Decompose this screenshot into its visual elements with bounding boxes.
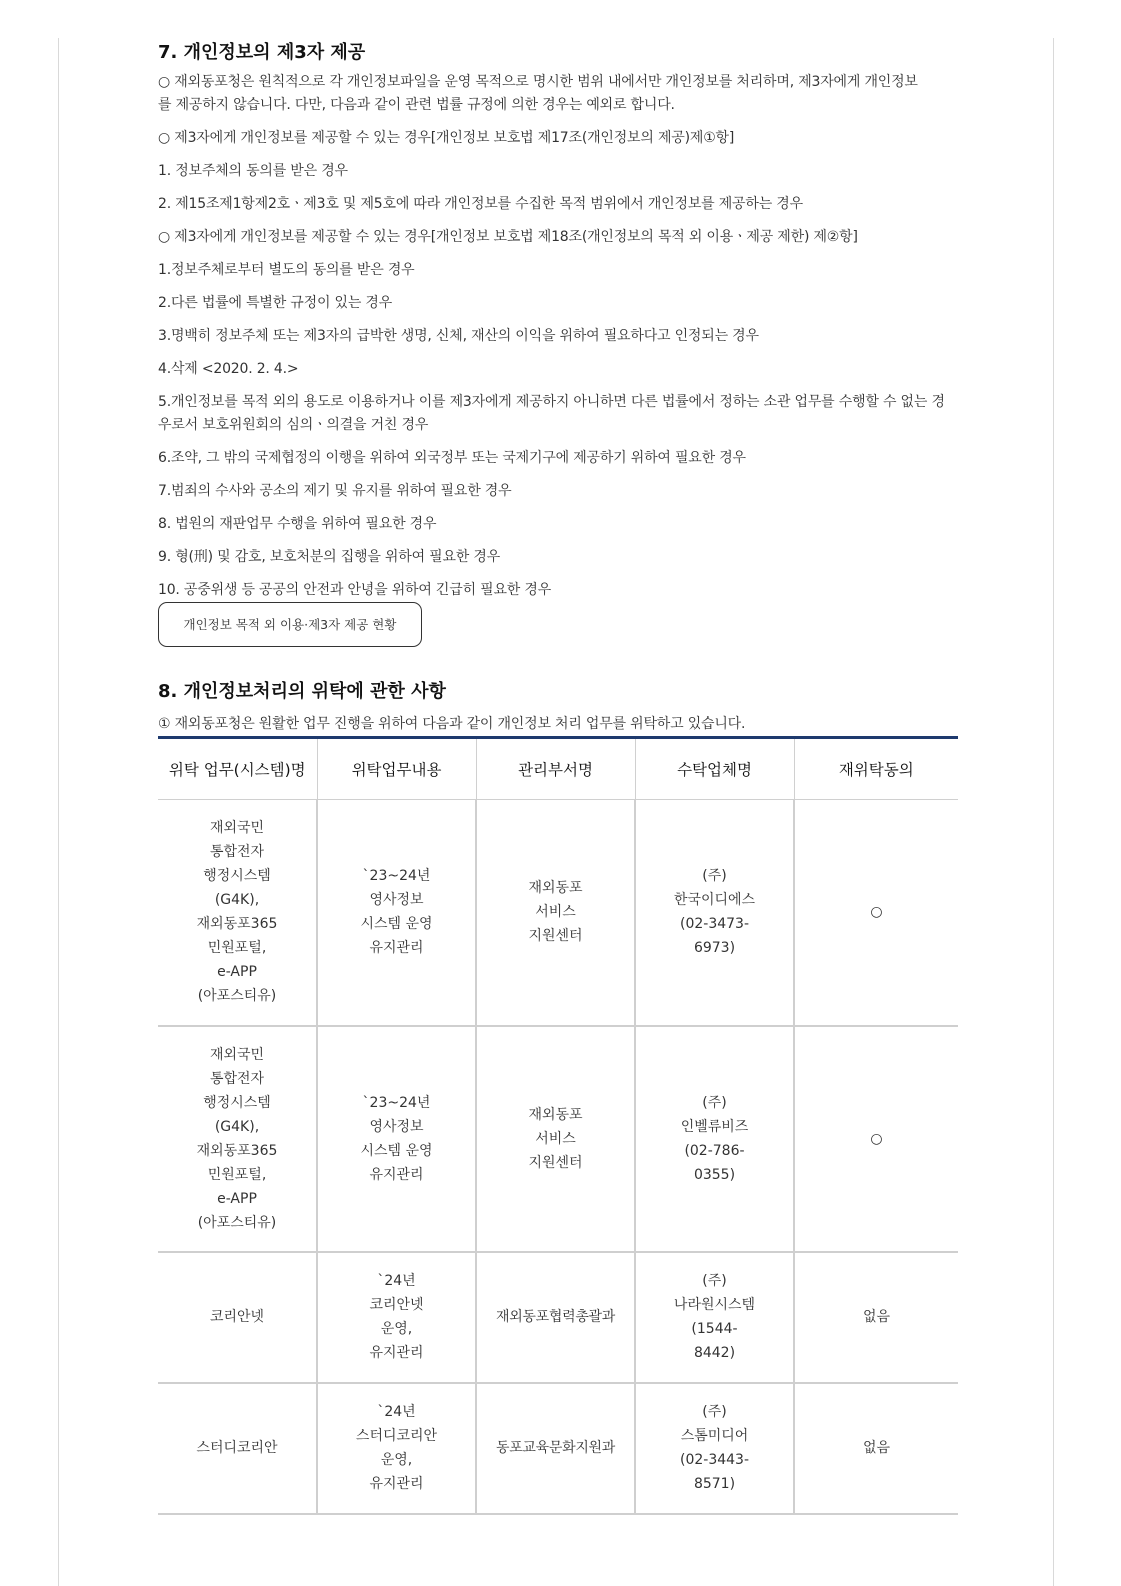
cell-system [158,1026,317,1252]
cell-vendor-text: (주) 인벨류비즈 (02-786- 0355) [680,1094,749,1183]
case18-heading: ○ 제3자에게 개인정보를 제공할 수 있는 경우[개인정보 보호법 제18조(개인정보의 목적 외 이용ㆍ제공 제한) 제②항] [158,229,858,245]
section7-title: 7. 개인정보의 제3자 제공 [158,42,366,63]
cell-content [317,800,476,1026]
case17-item-2: 2. 제15조제1항제2호ㆍ제3호 및 제5호에 따라 개인정보를 수집한 목적 범위에서 개인정보를 제공하는 경우 [158,196,803,212]
cell-consent [794,1252,958,1383]
cell-system [158,1252,317,1383]
cell-vendor-text: (주) 나라원시스템 (1544- 8442) [673,1273,756,1361]
cell-consent-text: ○ [870,1130,883,1147]
cell-content-text: `23~24년 영사정보 시스템 운영 유지관리 [360,868,433,957]
case18-item-10: 10. 공중위생 등 공공의 안전과 안녕을 위하여 긴급히 필요한 경우 [158,582,552,598]
cell-content [317,1026,476,1252]
header-vendor: 수탁업체명 [635,738,794,800]
case18-item-6: 6.조약, 그 밖의 국제협정의 이행을 위하여 외국정부 또는 국제기구에 제공하기 위하여 필요한 경우 [158,450,746,466]
cell-vendor [635,1383,794,1514]
cell-vendor-text: (주) 스톰미디어 (02-3443- 8571) [679,1404,749,1492]
case18-item-9: 9. 형(刑) 및 감호, 보호처분의 집행을 위하여 필요한 경우 [158,549,501,565]
cell-dept-text: 재외동포 서비스 지원센터 [528,1106,583,1171]
right-border-line [1053,38,1054,1586]
header-dept: 관리부서명 [476,738,635,800]
cell-content-text: `24년 코리안넷 운영, 유지관리 [369,1273,424,1361]
table-row [158,1383,958,1514]
cell-consent [794,1383,958,1514]
table-row [158,1026,958,1252]
case18-item-1: 1.정보주체로부터 별도의 동의를 받은 경우 [158,262,415,278]
cell-content [317,1252,476,1383]
cell-content-text: `23~24년 영사정보 시스템 운영 유지관리 [360,1094,433,1183]
cell-consent [794,1026,958,1252]
cell-consent-text: ○ [870,904,883,921]
case18-item-5: 5.개인정보를 목적 외의 용도로 이용하거나 이를 제3자에게 제공하지 아니하면 다른 법률에서 정하는 소관 업무를 수행할 수 없는 경우로서 보호위원회의 심의ㆍ의결을 거친 경우 [158,394,945,433]
cell-vendor [635,1252,794,1383]
policy-content [158,40,958,1515]
case18-item-4: 4.삭제 <2020. 2. 4.> [158,361,299,377]
cell-dept [476,800,635,1026]
cell-dept [476,1026,635,1252]
cell-vendor [635,1026,794,1252]
cell-dept-text: 동포교육문화지원과 [495,1440,615,1456]
case17-heading: ○ 제3자에게 개인정보를 제공할 수 있는 경우[개인정보 보호법 제17조(개인정보의 제공)제①항] [158,130,735,146]
cell-dept [476,1252,635,1383]
section7-intro: ○ 재외동포청은 원칙적으로 각 개인정보파일을 운영 목적으로 명시한 범위 내에서만 개인정보를 처리하며, 제3자에게 개인정보를 제공하지 않습니다. 다만, 다음과 같이 관련 법률 규정에 의한 경우는 예외로 합니다. [158,74,918,113]
case18-item-7: 7.범죄의 수사와 공소의 제기 및 유지를 위하여 필요한 경우 [158,483,512,499]
cell-system-text: 재외국민 통합전자 행정시스템 (G4K), 재외동포365 민원포털, e-APP (아포스티유) [196,1046,278,1231]
cell-system [158,1383,317,1514]
case18-item-2: 2.다른 법률에 특별한 규정이 있는 경우 [158,295,393,311]
table-header-row [158,738,958,800]
cell-content [317,1383,476,1514]
case18-item-3: 3.명백히 정보주체 또는 제3자의 급박한 생명, 신체, 재산의 이익을 위하여 필요하다고 인정되는 경우 [158,328,759,344]
cell-system [158,800,317,1026]
table-row [158,1252,958,1383]
cell-consent [794,800,958,1026]
table-row [158,800,958,1026]
header-system: 위탁 업무(시스템)명 [158,738,317,800]
cell-dept-text: 재외동포협력총괄과 [495,1309,615,1325]
left-border-line [58,38,59,1586]
cell-consent-text: 없음 [862,1440,891,1456]
cell-consent-text: 없음 [862,1309,891,1325]
outsourcing-table [158,736,958,1515]
cell-content-text: `24년 스터디코리안 운영, 유지관리 [355,1404,438,1492]
cell-vendor-text: (주) 한국이디에스 (02-3473- 6973) [673,868,756,957]
cell-dept-text: 재외동포 서비스 지원센터 [528,880,583,945]
section8-intro: ① 재외동포청은 원활한 업무 진행을 위하여 다음과 같이 개인정보 처리 업무를 위탁하고 있습니다. [158,716,746,732]
case18-item-8: 8. 법원의 재판업무 수행을 위하여 필요한 경우 [158,516,437,532]
cell-system-text: 코리안넷 [209,1309,265,1325]
header-content: 위탁업무내용 [317,738,476,800]
cell-dept [476,1383,635,1514]
case17-item-1: 1. 정보주체의 동의를 받은 경우 [158,163,348,179]
cell-vendor [635,800,794,1026]
cell-system-text: 스터디코리안 [196,1440,278,1456]
section8-title: 8. 개인정보처리의 위탁에 관한 사항 [158,681,446,702]
header-consent: 재위탁동의 [794,738,958,800]
cell-system-text: 재외국민 통합전자 행정시스템 (G4K), 재외동포365 민원포털, e-APP (아포스티유) [196,820,278,1005]
third-party-status-button[interactable]: 개인정보 목적 외 이용·제3자 제공 현황 [158,602,422,647]
